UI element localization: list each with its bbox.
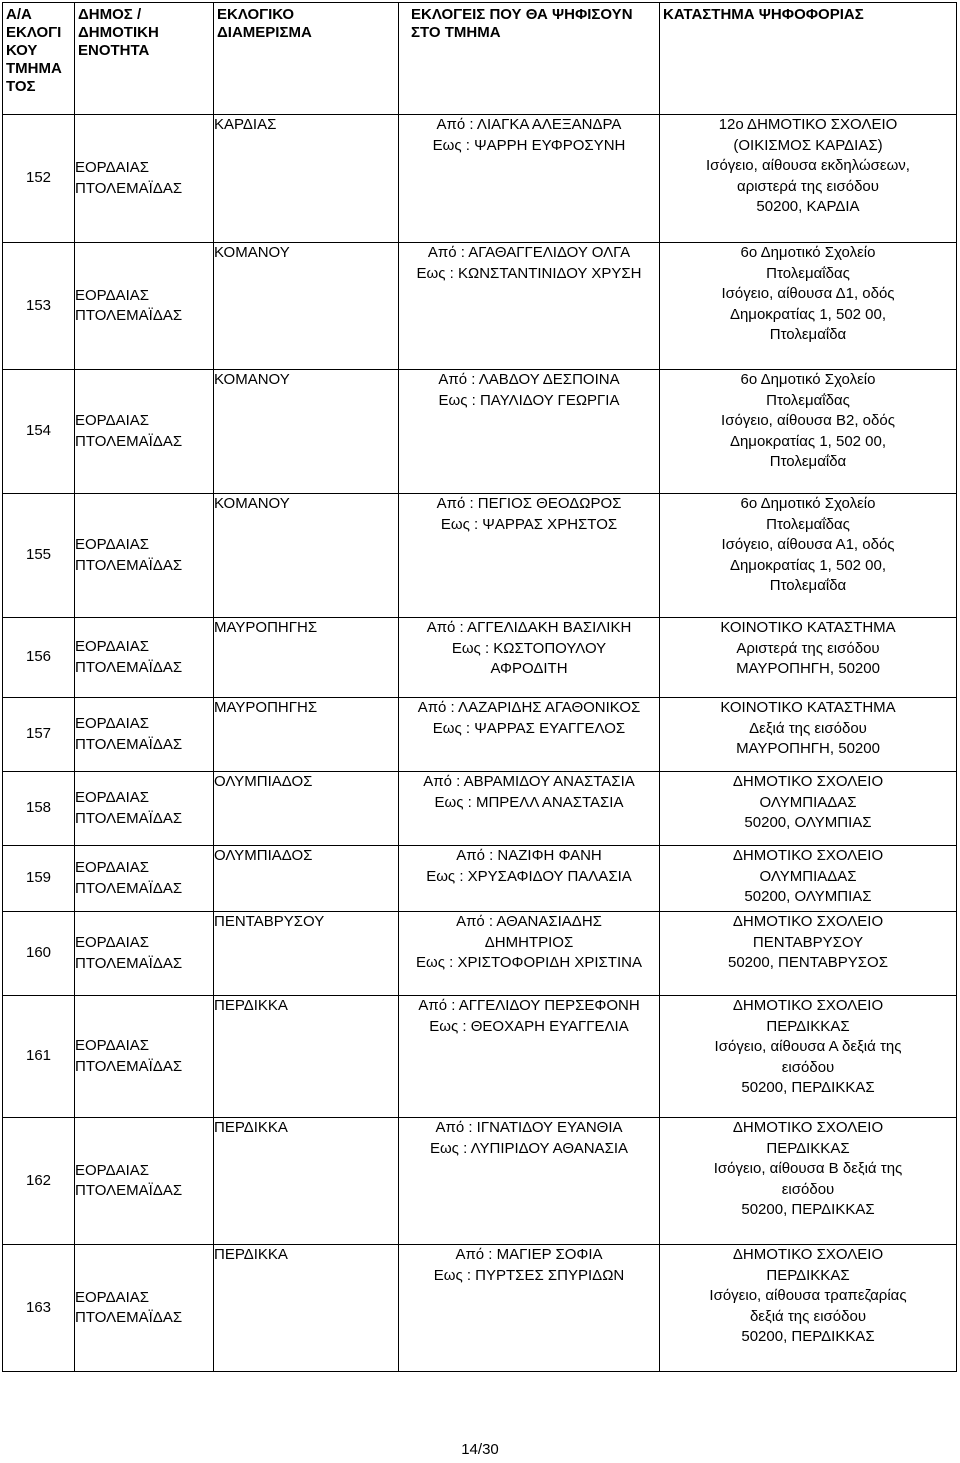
polling-store-line: Ισόγειο, αίθουσα Β2, οδός xyxy=(721,412,895,429)
municipality-cell xyxy=(75,494,214,618)
municipality-cell xyxy=(75,772,214,846)
polling-store-line: ΠΕΝΤΑΒΡΥΣΟΥ xyxy=(752,933,864,951)
municipality-line: ΕΟΡΔΑΙΑΣ xyxy=(75,638,150,655)
table-row xyxy=(3,243,957,370)
municipality-line: ΕΟΡΔΑΙΑΣ xyxy=(75,159,150,176)
polling-store-line: Αριστερά της εισόδου xyxy=(736,639,880,657)
header-municipality-line: ΕΝΟΤΗΤΑ xyxy=(78,42,150,59)
polling-store-line: Δεξιά της εισόδου xyxy=(749,719,867,737)
polling-store-cell xyxy=(660,772,957,846)
polling-store-line: ΜΑΥΡΟΠΗΓΗ, 50200 xyxy=(736,740,880,757)
municipality-line: ΕΟΡΔΑΙΑΣ xyxy=(75,1161,150,1179)
section-number: 161 xyxy=(3,996,75,1118)
section-number: 154 xyxy=(3,370,75,494)
header-num-line: ΤΟΣ xyxy=(6,78,36,95)
district-cell: ΚΟΜΑΝΟΥ xyxy=(214,370,399,494)
municipality-line: ΕΟΡΔΑΙΑΣ xyxy=(75,715,150,732)
municipality-line: ΠΤΟΛΕΜΑΪΔΑΣ xyxy=(75,658,183,676)
municipality-line: ΠΤΟΛΕΜΑΪΔΑΣ xyxy=(75,809,183,827)
header-municipality-line: ΔΗΜΟΤΙΚΗ xyxy=(78,24,159,41)
header-district xyxy=(214,3,399,115)
municipality-line: ΠΤΟΛΕΜΑΪΔΑΣ xyxy=(75,1182,183,1199)
table-row xyxy=(3,115,957,243)
polling-store-cell xyxy=(660,115,957,243)
voter-range-line: Εως : ΨΑΡΡΑΣ ΧΡΗΣΤΟΣ xyxy=(440,515,618,533)
section-number: 152 xyxy=(3,115,75,243)
polling-store-cell xyxy=(660,1245,957,1372)
district-cell: ΠΕΡΔΙΚΚΑ xyxy=(214,996,399,1118)
section-number: 160 xyxy=(3,912,75,996)
polling-store-line: ΜΑΥΡΟΠΗΓΗ, 50200 xyxy=(736,660,880,677)
polling-store-line: Πτολεμαΐδα xyxy=(769,453,847,470)
table-row xyxy=(3,698,957,772)
municipality-line: ΕΟΡΔΑΙΑΣ xyxy=(75,789,150,806)
voter-range-cell xyxy=(399,494,660,618)
voter-range-line: Από : ΑΓΑΘΑΓΓΕΛΙΔΟΥ ΟΛΓΑ xyxy=(427,244,631,261)
municipality-cell xyxy=(75,1118,214,1245)
polling-store-line: Πτολεμαΐδας xyxy=(766,264,850,282)
polling-store-line: ΠΕΡΔΙΚΚΑΣ xyxy=(766,1017,850,1035)
polling-store-cell xyxy=(660,370,957,494)
section-number: 157 xyxy=(3,698,75,772)
polling-store-line: Πτολεμαΐδας xyxy=(766,391,850,409)
polling-store-line: Δημοκρατίας 1, 502 00, xyxy=(729,556,887,574)
polling-store-line: ΔΗΜΟΤΙΚΟ ΣΧΟΛΕΙΟ xyxy=(732,847,884,864)
municipality-cell xyxy=(75,370,214,494)
polling-store-cell xyxy=(660,698,957,772)
polling-store-line: Ισόγειο, αίθουσα Β δεξιά της xyxy=(713,1160,903,1177)
header-num xyxy=(3,3,75,115)
municipality-line: ΠΤΟΛΕΜΑΪΔΑΣ xyxy=(75,307,183,324)
voter-range-cell xyxy=(399,996,660,1118)
polling-store-line: 6ο Δημοτικό Σχολείο xyxy=(740,495,876,512)
header-row xyxy=(3,3,957,115)
municipality-line: ΠΤΟΛΕΜΑΪΔΑΣ xyxy=(75,1309,183,1326)
header-store xyxy=(660,3,957,115)
polling-store-line: 50200, ΟΛΥΜΠΙΑΣ xyxy=(744,888,872,905)
voter-range-cell xyxy=(399,618,660,698)
table-row xyxy=(3,996,957,1118)
section-number: 163 xyxy=(3,1245,75,1372)
voter-range-cell xyxy=(399,846,660,912)
voter-range-line: Από : ΝΑΖΙΦΗ ΦΑΝΗ xyxy=(456,847,602,864)
table-row xyxy=(3,1245,957,1372)
section-number: 155 xyxy=(3,494,75,618)
polling-store-line: ΔΗΜΟΤΙΚΟ ΣΧΟΛΕΙΟ xyxy=(732,997,884,1014)
voter-range-line: Εως : ΨΑΡΡΑΣ ΕΥΑΓΓΕΛΟΣ xyxy=(432,719,626,737)
voter-range-line: Από : ΛΙΑΓΚΑ ΑΛΕΞΑΝΔΡΑ xyxy=(436,116,622,133)
voter-range-line: Εως : ΘΕΟΧΑΡΗ ΕΥΑΓΓΕΛΙΑ xyxy=(429,1017,629,1035)
district-cell: ΜΑΥΡΟΠΗΓΗΣ xyxy=(214,618,399,698)
polling-store-line: 50200, ΠΕΡΔΙΚΚΑΣ xyxy=(741,1328,875,1345)
polling-store-line: Πτολεμαΐδας xyxy=(766,515,850,533)
municipality-line: ΕΟΡΔΑΙΑΣ xyxy=(75,859,150,876)
municipality-line: ΠΤΟΛΕΜΑΪΔΑΣ xyxy=(75,556,183,574)
table-row xyxy=(3,912,957,996)
polling-store-line: 50200, ΠΕΝΤΑΒΡΥΣΟΣ xyxy=(728,954,888,971)
header-district-line: ΕΚΛΟΓΙΚΟ xyxy=(217,6,295,23)
polling-store-line: ΟΛΥΜΠΙΑΔΑΣ xyxy=(759,867,857,885)
voter-range-line: Από : ΛΑΒΔΟΥ ΔΕΣΠΟΙΝΑ xyxy=(438,371,620,388)
municipality-cell xyxy=(75,912,214,996)
municipality-line: ΕΟΡΔΑΙΑΣ xyxy=(75,1288,150,1306)
municipality-line: ΕΟΡΔΑΙΑΣ xyxy=(75,286,150,304)
polling-store-cell xyxy=(660,494,957,618)
section-number: 156 xyxy=(3,618,75,698)
voter-range-cell xyxy=(399,698,660,772)
header-district-line: ΔΙΑΜΕΡΙΣΜΑ xyxy=(217,24,312,41)
voter-range-line: Εως : ΚΩΝΣΤΑΝΤΙΝΙΔΟΥ ΧΡΥΣΗ xyxy=(416,264,642,282)
district-cell: ΠΕΡΔΙΚΚΑ xyxy=(214,1245,399,1372)
polling-store-line: ΔΗΜΟΤΙΚΟ ΣΧΟΛΕΙΟ xyxy=(732,773,884,790)
polling-store-line: 50200, ΠΕΡΔΙΚΚΑΣ xyxy=(741,1079,875,1096)
polling-store-line: 50200, ΠΕΡΔΙΚΚΑΣ xyxy=(741,1201,875,1218)
table-row xyxy=(3,494,957,618)
voter-range-cell xyxy=(399,370,660,494)
municipality-line: ΕΟΡΔΑΙΑΣ xyxy=(75,934,150,951)
municipality-cell xyxy=(75,698,214,772)
voter-range-line: Από : ΑΘΑΝΑΣΙΑΔΗΣ xyxy=(456,913,602,930)
municipality-line: ΠΤΟΛΕΜΑΪΔΑΣ xyxy=(75,179,183,197)
voter-range-line: ΔΗΜΗΤΡΙΟΣ xyxy=(484,933,574,951)
voter-range-line: Εως : ΠΥΡΤΣΕΣ ΣΠΥΡΙΔΩΝ xyxy=(433,1266,625,1284)
voter-range-line: Εως : ΨΑΡΡΗ ΕΥΦΡΟΣΥΝΗ xyxy=(432,136,626,154)
header-num-line: ΤΜΗΜΑ xyxy=(6,60,62,77)
voter-range-line: Από : ΛΑΖΑΡΙΔΗΣ ΑΓΑΘΟΝΙΚΟΣ xyxy=(417,699,641,716)
polling-store-line: 12ο ΔΗΜΟΤΙΚΟ ΣΧΟΛΕΙΟ xyxy=(718,116,898,133)
polling-store-line: Πτολεμαΐδα xyxy=(769,577,847,594)
header-store-line: ΚΑΤΑΣΤΗΜΑ ΨΗΦΟΦΟΡΙΑΣ xyxy=(663,6,864,23)
district-cell: ΠΕΡΔΙΚΚΑ xyxy=(214,1118,399,1245)
voter-range-line: Εως : ΛΥΠΙΡΙΔΟΥ ΑΘΑΝΑΣΙΑ xyxy=(429,1139,629,1157)
polling-store-cell xyxy=(660,243,957,370)
municipality-line: ΠΤΟΛΕΜΑΪΔΑΣ xyxy=(75,432,183,450)
polling-stations-table xyxy=(2,2,957,1372)
voter-range-cell xyxy=(399,1245,660,1372)
polling-store-line: ΚΟΙΝΟΤΙΚΟ ΚΑΤΑΣΤΗΜΑ xyxy=(720,619,896,636)
voter-range-line: Εως : ΠΑΥΛΙΔΟΥ ΓΕΩΡΓΙΑ xyxy=(438,391,620,409)
municipality-line: ΠΤΟΛΕΜΑΪΔΑΣ xyxy=(75,1057,183,1075)
header-voters-line: ΕΚΛΟΓΕΙΣ ΠΟΥ ΘΑ ΨΗΦΙΣΟΥΝ xyxy=(411,6,633,23)
voter-range-line: Από : ΜΑΓΙΕΡ ΣΟΦΙΑ xyxy=(455,1246,603,1263)
polling-store-line: ΚΟΙΝΟΤΙΚΟ ΚΑΤΑΣΤΗΜΑ xyxy=(720,699,896,716)
polling-store-line: Δημοκρατίας 1, 502 00, xyxy=(729,305,887,323)
header-num-line: ΕΚΛΟΓΙ xyxy=(6,24,62,41)
district-cell: ΟΛΥΜΠΙΑΔΟΣ xyxy=(214,772,399,846)
polling-store-line: Ισόγειο, αίθουσα εκδηλώσεων, xyxy=(706,157,910,174)
polling-store-cell xyxy=(660,618,957,698)
voter-range-line: Από : ΙΓΝΑΤΙΔΟΥ ΕΥΑΝΘΙΑ xyxy=(435,1119,623,1136)
voter-range-line: Από : ΠΕΓΙΟΣ ΘΕΟΔΩΡΟΣ xyxy=(436,495,622,512)
district-cell: ΚΑΡΔΙΑΣ xyxy=(214,115,399,243)
municipality-line: ΕΟΡΔΑΙΑΣ xyxy=(75,536,150,553)
header-municipality-line: ΔΗΜΟΣ / xyxy=(78,6,142,23)
section-number: 162 xyxy=(3,1118,75,1245)
voter-range-cell xyxy=(399,115,660,243)
municipality-cell xyxy=(75,115,214,243)
polling-store-line: Πτολεμαΐδα xyxy=(769,326,847,343)
polling-store-line: (ΟΙΚΙΣΜΟΣ ΚΑΡΔΙΑΣ) xyxy=(733,136,883,154)
voter-range-cell xyxy=(399,772,660,846)
district-cell: ΚΟΜΑΝΟΥ xyxy=(214,243,399,370)
voter-range-line: Εως : ΧΡΙΣΤΟΦΟΡΙΔΗ ΧΡΙΣΤΙΝΑ xyxy=(416,954,642,971)
polling-store-line: εισόδου xyxy=(781,1180,835,1198)
header-municipality xyxy=(75,3,214,115)
voter-range-cell xyxy=(399,243,660,370)
polling-store-cell xyxy=(660,1118,957,1245)
table-row xyxy=(3,846,957,912)
polling-store-line: Δημοκρατίας 1, 502 00, xyxy=(729,432,887,450)
polling-store-line: Ισόγειο, αίθουσα Δ1, οδός xyxy=(721,285,895,302)
polling-store-cell xyxy=(660,996,957,1118)
header-voters xyxy=(399,3,660,115)
header-num-line: Α/Α xyxy=(6,6,32,23)
polling-store-line: ΠΕΡΔΙΚΚΑΣ xyxy=(766,1139,850,1157)
voter-range-line: Εως : ΜΠΡΕΛΛ ΑΝΑΣΤΑΣΙΑ xyxy=(434,793,624,811)
table-row xyxy=(3,1118,957,1245)
table-row xyxy=(3,772,957,846)
polling-store-line: ΔΗΜΟΤΙΚΟ ΣΧΟΛΕΙΟ xyxy=(732,1119,884,1136)
polling-store-cell xyxy=(660,846,957,912)
district-cell: ΟΛΥΜΠΙΑΔΟΣ xyxy=(214,846,399,912)
municipality-line: ΕΟΡΔΑΙΑΣ xyxy=(75,1037,150,1054)
header-voters-line: ΣΤΟ ΤΜΗΜΑ xyxy=(411,24,501,41)
polling-store-line: 50200, ΟΛΥΜΠΙΑΣ xyxy=(744,814,872,831)
polling-store-line: αριστερά της εισόδου xyxy=(737,177,879,195)
polling-store-line: εισόδου xyxy=(781,1058,835,1076)
municipality-line: ΠΤΟΛΕΜΑΪΔΑΣ xyxy=(75,735,183,753)
polling-store-line: ΠΕΡΔΙΚΚΑΣ xyxy=(766,1266,850,1284)
page-number: 14/30 xyxy=(461,1441,499,1458)
municipality-line: ΠΤΟΛΕΜΑΪΔΑΣ xyxy=(75,954,183,972)
polling-store-line: ΔΗΜΟΤΙΚΟ ΣΧΟΛΕΙΟ xyxy=(732,913,884,930)
polling-store-line: ΟΛΥΜΠΙΑΔΑΣ xyxy=(759,793,857,811)
polling-store-line: 6ο Δημοτικό Σχολείο xyxy=(740,244,876,261)
municipality-cell xyxy=(75,243,214,370)
polling-store-line: δεξιά της εισόδου xyxy=(749,1307,867,1325)
polling-store-line: Ισόγειο, αίθουσα Α1, οδός xyxy=(721,536,895,553)
municipality-cell xyxy=(75,846,214,912)
polling-store-line: Ισόγειο, αίθουσα τραπεζαρίας xyxy=(709,1287,907,1304)
municipality-cell xyxy=(75,1245,214,1372)
polling-store-line: 50200, ΚΑΡΔΙΑ xyxy=(756,198,860,215)
voter-range-line: Εως : ΧΡΥΣΑΦΙΔΟΥ ΠΑΛΑΣΙΑ xyxy=(426,867,632,885)
section-number: 159 xyxy=(3,846,75,912)
municipality-cell xyxy=(75,618,214,698)
header-num-line: ΚΟΥ xyxy=(6,42,38,59)
municipality-cell xyxy=(75,996,214,1118)
voter-range-line: Εως : ΚΩΣΤΟΠΟΥΛΟΥ xyxy=(451,639,607,657)
voter-range-cell xyxy=(399,1118,660,1245)
polling-store-cell xyxy=(660,912,957,996)
district-cell: ΠΕΝΤΑΒΡΥΣΟΥ xyxy=(214,912,399,996)
table-row xyxy=(3,370,957,494)
district-cell: ΜΑΥΡΟΠΗΓΗΣ xyxy=(214,698,399,772)
voter-range-line: Από : ΑΓΓΕΛΙΔΟΥ ΠΕΡΣΕΦΟΝΗ xyxy=(418,997,640,1014)
section-number: 158 xyxy=(3,772,75,846)
table-row xyxy=(3,618,957,698)
district-cell: ΚΟΜΑΝΟΥ xyxy=(214,494,399,618)
voter-range-line: Από : ΑΓΓΕΛΙΔΑΚΗ ΒΑΣΙΛΙΚΗ xyxy=(426,619,632,636)
polling-store-line: Ισόγειο, αίθουσα Α δεξιά της xyxy=(714,1038,902,1055)
municipality-line: ΕΟΡΔΑΙΑΣ xyxy=(75,412,150,429)
voter-range-cell xyxy=(399,912,660,996)
section-number: 153 xyxy=(3,243,75,370)
polling-store-line: 6ο Δημοτικό Σχολείο xyxy=(740,371,876,388)
municipality-line: ΠΤΟΛΕΜΑΪΔΑΣ xyxy=(75,879,183,897)
voter-range-line: Από : ΑΒΡΑΜΙΔΟΥ ΑΝΑΣΤΑΣΙΑ xyxy=(423,773,635,790)
voter-range-line: ΑΦΡΟΔΙΤΗ xyxy=(490,660,568,677)
polling-store-line: ΔΗΜΟΤΙΚΟ ΣΧΟΛΕΙΟ xyxy=(732,1246,884,1263)
